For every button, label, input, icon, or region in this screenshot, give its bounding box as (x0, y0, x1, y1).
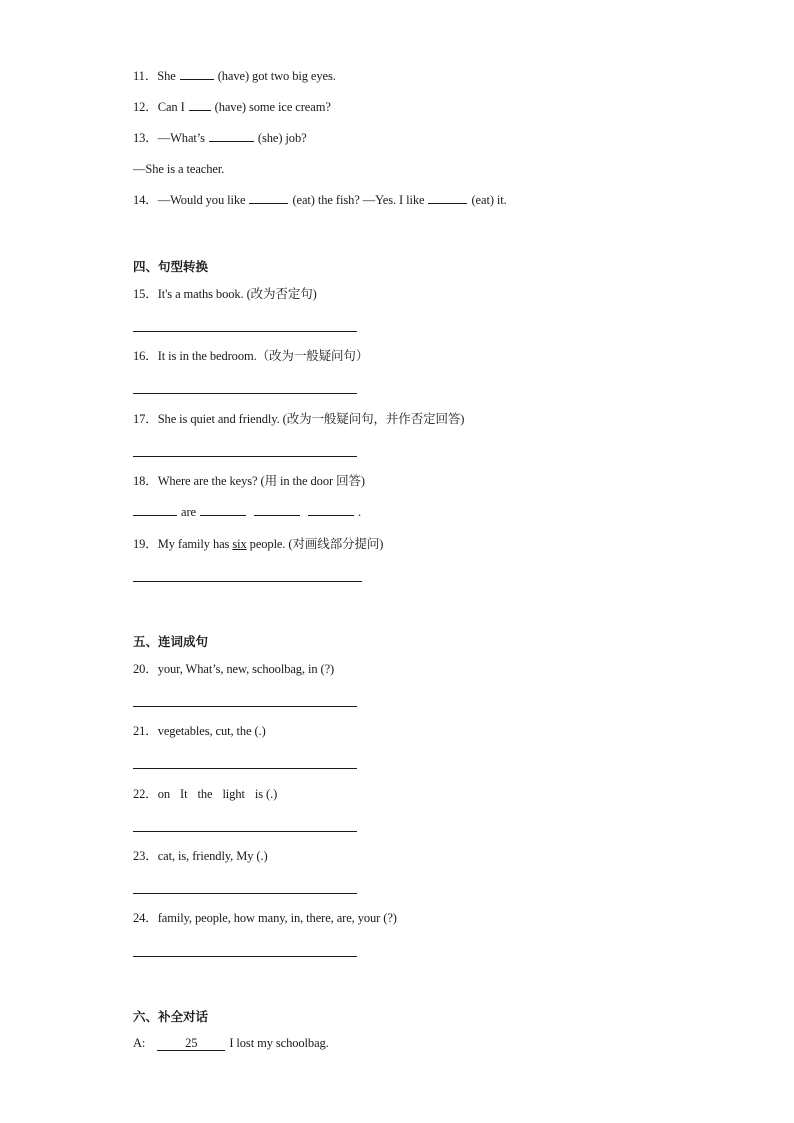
question-text: My family has (157, 537, 233, 551)
question-text: (she) job? (257, 131, 307, 145)
question-number: 11． (133, 69, 158, 83)
period: . (357, 505, 361, 519)
question-number: 13． (133, 131, 158, 145)
question-15 (133, 286, 317, 302)
word: on (157, 787, 171, 801)
question-text: your, What’s, new, schoolbag, in (?) (157, 662, 335, 676)
section-heading-6: 六、补全对话 (133, 1009, 209, 1024)
question-text: She is quiet and friendly. (改为一般疑问句，并作否定回答) (157, 412, 465, 426)
fill-blank[interactable] (180, 68, 214, 80)
question-text: cat, is, friendly, My (.) (157, 849, 268, 863)
word: is (.) (254, 787, 278, 801)
question-text: vegetables, cut, the (.) (157, 724, 266, 738)
question-11 (133, 68, 336, 84)
question-number: 14． (133, 193, 158, 207)
question-text: people. (对画线部分提问) (246, 537, 384, 551)
dialog-text: I lost my schoolbag. (229, 1036, 329, 1050)
word: the (197, 787, 213, 801)
question-22 (133, 786, 277, 802)
speaker-label: A: (133, 1036, 146, 1050)
question-text: (eat) the fish? —Yes. I like (292, 193, 425, 207)
question-16 (133, 348, 368, 364)
question-number: 15． (133, 287, 158, 301)
question-text: She (157, 69, 176, 83)
question-19 (133, 536, 383, 552)
question-number: 22． (133, 787, 158, 801)
question-number: 20． (133, 662, 158, 676)
answer-line[interactable] (133, 706, 357, 707)
underlined-word: six (232, 537, 247, 551)
question-13 (133, 130, 307, 146)
question-text: (eat) it. (471, 193, 507, 207)
question-21 (133, 723, 266, 739)
answer-line[interactable] (133, 393, 357, 394)
question-number: 17． (133, 412, 158, 426)
fill-blank[interactable] (428, 192, 467, 204)
question-20 (133, 661, 334, 677)
fill-blank[interactable] (133, 504, 177, 516)
question-text: It is in the bedroom.（改为一般疑问句） (157, 349, 369, 363)
answer-line[interactable] (133, 956, 357, 957)
question-18 (133, 473, 365, 489)
question-text: —Would you like (157, 193, 246, 207)
question-23 (133, 848, 268, 864)
question-number: 12． (133, 100, 158, 114)
answer-line[interactable] (133, 831, 357, 832)
answer-line[interactable] (133, 893, 357, 894)
question-text: It's a maths book. (改为否定句) (157, 287, 317, 301)
question-number: 19． (133, 537, 158, 551)
question-14 (133, 192, 507, 208)
fill-blank[interactable] (308, 504, 354, 516)
question-13-reply: —She is a teacher. (133, 162, 225, 176)
question-text: (have) some ice cream? (214, 100, 331, 114)
question-18-answer-row (133, 504, 361, 520)
fill-blank[interactable] (200, 504, 246, 516)
answer-line[interactable] (133, 581, 362, 582)
fill-blank[interactable] (249, 192, 288, 204)
question-number: 24． (133, 911, 158, 925)
question-text: Where are the keys? (用 in the door 回答) (157, 474, 365, 488)
question-text: Can I (157, 100, 185, 114)
dialog-blank[interactable]: 25 (157, 1036, 225, 1051)
question-text: (have) got two big eyes. (217, 69, 336, 83)
dialog-line-a (133, 1035, 329, 1051)
word: light (222, 787, 245, 801)
fill-blank[interactable] (189, 99, 211, 111)
question-text: family, people, how many, in, there, are, your (?) (157, 911, 397, 925)
question-text: —What’s (157, 131, 205, 145)
question-number: 18． (133, 474, 158, 488)
word: It (180, 787, 188, 801)
question-number: 16． (133, 349, 158, 363)
question-12 (133, 99, 331, 115)
answer-line[interactable] (133, 331, 357, 332)
question-24 (133, 910, 397, 926)
section-heading-4: 四、句型转换 (133, 259, 209, 274)
fill-blank[interactable] (254, 504, 300, 516)
answer-line[interactable] (133, 768, 357, 769)
question-number: 21． (133, 724, 158, 738)
question-number: 23． (133, 849, 158, 863)
section-heading-5: 五、连词成句 (133, 634, 209, 649)
question-17 (133, 411, 464, 427)
fill-blank[interactable] (209, 130, 254, 142)
answer-word: are (181, 505, 196, 519)
answer-line[interactable] (133, 456, 357, 457)
